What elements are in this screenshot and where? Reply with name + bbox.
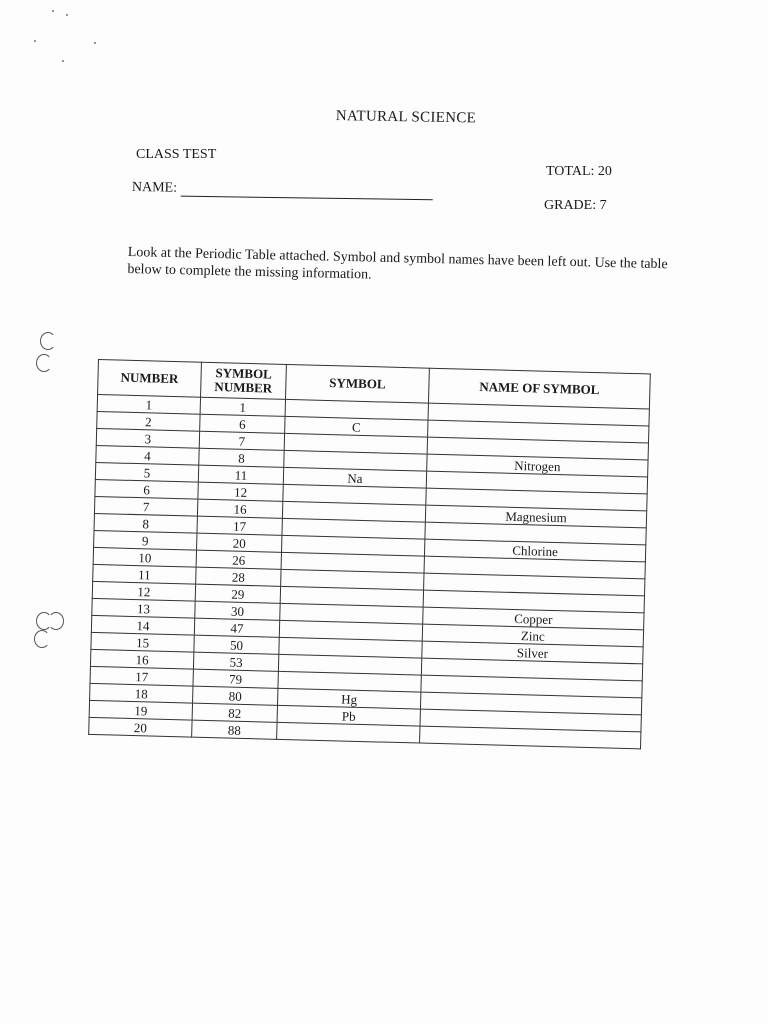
total-marks: TOTAL: 20 <box>546 164 612 179</box>
row-number-cell: 2 <box>97 411 200 431</box>
row-number-cell: 5 <box>95 462 198 482</box>
column-header-symbol: SYMBOL <box>286 364 430 403</box>
row-number-cell: 3 <box>96 428 199 448</box>
symbol-cell[interactable]: Pb <box>277 705 420 726</box>
page-title: NATURAL SCIENCE <box>335 108 477 127</box>
punch-hole-mark <box>34 630 50 648</box>
column-header-number: NUMBER <box>98 360 202 398</box>
symbol-cell[interactable] <box>277 722 420 743</box>
symbol-number-cell: 53 <box>193 652 278 671</box>
symbol-number-cell: 1 <box>200 397 285 416</box>
symbol-number-cell: 47 <box>194 618 279 637</box>
symbol-number-cell: 7 <box>199 431 284 450</box>
symbol-number-cell: 88 <box>192 720 277 739</box>
symbol-number-cell: 12 <box>198 482 283 501</box>
name-blank-line[interactable] <box>181 182 433 201</box>
symbol-number-cell: 26 <box>196 550 281 569</box>
punch-hole-mark <box>48 612 64 630</box>
instructions-text: Look at the Periodic Table attached. Symbol and symbol names have been left out. Use the table below to complete the missing information. <box>127 244 668 283</box>
table-body <box>89 395 650 749</box>
scan-speck <box>62 60 64 62</box>
name-of-symbol-cell[interactable]: Magnesium <box>425 505 646 528</box>
symbol-number-cell: 16 <box>197 499 282 518</box>
symbol-number-cell: 28 <box>196 567 281 586</box>
symbol-number-cell: 11 <box>198 465 283 484</box>
name-label: NAME: <box>131 180 178 196</box>
elements-table-wrapper <box>88 359 650 749</box>
symbol-number-cell: 50 <box>194 635 279 654</box>
symbol-number-cell: 8 <box>199 448 284 467</box>
scan-speck <box>52 10 54 12</box>
row-number-cell: 6 <box>95 479 198 499</box>
symbol-number-cell: 30 <box>195 601 280 620</box>
row-number-cell: 16 <box>90 649 193 669</box>
row-number-cell: 14 <box>91 615 194 635</box>
grade-label: GRADE: 7 <box>544 198 607 213</box>
row-number-cell: 4 <box>96 445 199 465</box>
scan-speck <box>34 40 36 42</box>
row-number-cell: 8 <box>94 513 197 533</box>
name-of-symbol-cell[interactable]: Nitrogen <box>427 454 648 477</box>
row-number-cell: 1 <box>97 395 200 415</box>
symbol-number-cell: 20 <box>197 533 282 552</box>
row-number-cell: 20 <box>89 717 192 737</box>
symbol-number-cell: 17 <box>197 516 282 535</box>
symbol-cell[interactable]: Hg <box>277 688 420 709</box>
column-header-name-of-symbol: NAME OF SYMBOL <box>428 368 650 409</box>
symbol-number-cell: 82 <box>192 703 277 722</box>
name-of-symbol-cell[interactable]: Silver <box>422 641 643 664</box>
elements-table <box>88 359 651 749</box>
name-of-symbol-cell[interactable]: Copper <box>423 607 644 630</box>
symbol-cell[interactable]: Na <box>283 467 426 488</box>
symbol-number-cell: 29 <box>195 584 280 603</box>
name-of-symbol-cell[interactable]: Chlorine <box>424 539 645 562</box>
row-number-cell: 18 <box>90 683 193 703</box>
class-test-label: CLASS TEST <box>136 147 217 162</box>
row-number-cell: 12 <box>92 581 195 601</box>
row-number-cell: 15 <box>91 632 194 652</box>
row-number-cell: 10 <box>93 547 196 567</box>
name-field-row <box>132 180 433 200</box>
row-number-cell: 19 <box>89 700 192 720</box>
scan-speck <box>94 42 96 44</box>
row-number-cell: 7 <box>94 496 197 516</box>
scan-speck <box>66 14 68 16</box>
column-header-symbol-number: SYMBOL NUMBER <box>201 362 287 399</box>
row-number-cell: 17 <box>90 666 193 686</box>
row-number-cell: 9 <box>94 530 197 550</box>
symbol-number-cell: 79 <box>193 669 278 688</box>
punch-hole-mark <box>36 354 52 372</box>
symbol-cell[interactable]: C <box>285 416 428 437</box>
row-number-cell: 11 <box>93 564 196 584</box>
symbol-number-cell: 80 <box>193 686 278 705</box>
symbol-number-cell: 6 <box>200 414 285 433</box>
row-number-cell: 13 <box>92 598 195 618</box>
name-of-symbol-cell[interactable]: Zinc <box>422 624 643 647</box>
punch-hole-mark <box>40 332 56 350</box>
